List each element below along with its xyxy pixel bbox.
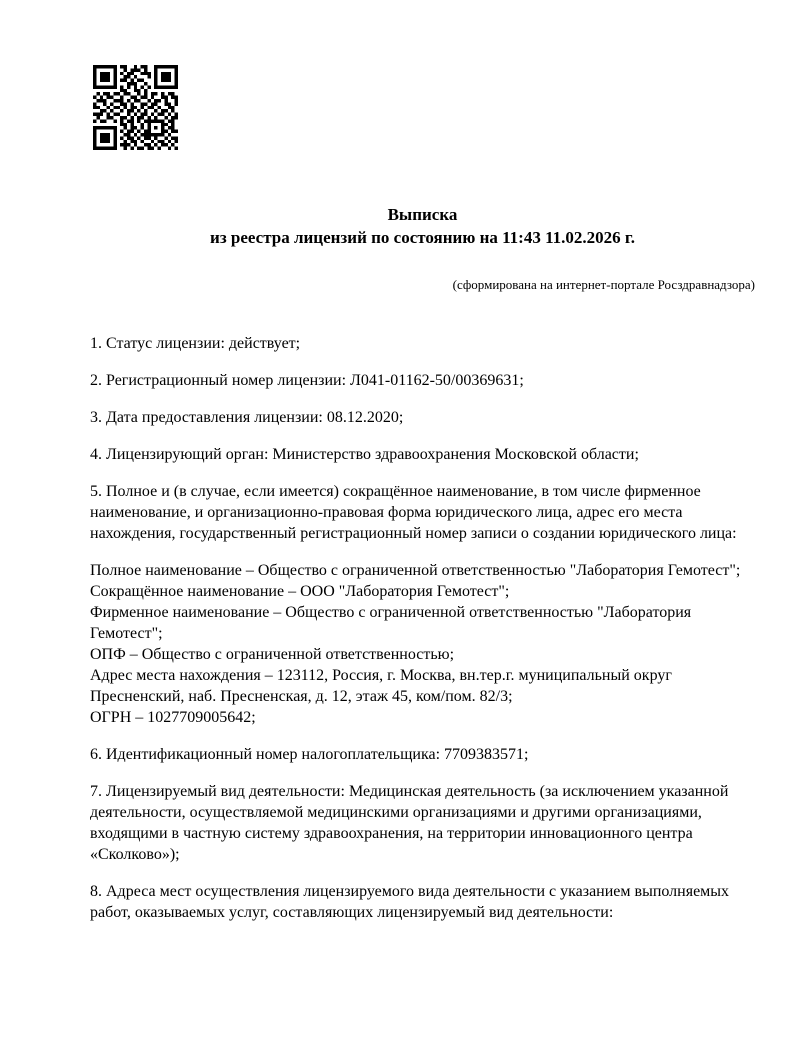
paragraph-line: 8. Адреса мест осуществления лицензируемого вида деятельности с указанием выполняемых работ, оказываемых услуг, составляющих лицензируемый вид деятельности: <box>90 883 730 921</box>
paragraph-line: ОГРН – 1027709005642; <box>90 709 256 726</box>
paragraph-line: Адрес места нахождения – 123112, Россия, г. Москва, вн.тер.г. муниципальный округ Пресненский, наб. Пресненская, д. 12, этаж 45, ком/пом. 82/3; <box>90 667 672 705</box>
paragraph-8 <box>90 781 755 865</box>
paragraph-line: 1. Статус лицензии: действует; <box>90 335 301 352</box>
paragraphs <box>90 333 755 923</box>
paragraph-line: 2. Регистрационный номер лицензии: Л041-01162-50/00369631; <box>90 372 524 389</box>
paragraph-7 <box>90 744 755 765</box>
paragraph-line: ОПФ – Общество с ограниченной ответственностью; <box>90 646 455 663</box>
document-subtitle: (сформирована на интернет-портале Росздравнадзора) <box>452 277 755 292</box>
paragraph-1 <box>90 333 755 354</box>
paragraph-line: 7. Лицензируемый вид деятельности: Медицинская деятельность (за исключением указанной деятельности, осуществляемой медицинскими организациями и другими организациями, входящими в частную систему здравоохранения, на территории инновационного центра «Сколково»); <box>90 783 729 863</box>
paragraph-line: Сокращённое наименование – ООО "Лаборатория Гемотест"; <box>90 583 510 600</box>
paragraph-2 <box>90 370 755 391</box>
document-content <box>90 0 755 939</box>
paragraph-line: 6. Идентификационный номер налогоплательщика: 7709383571; <box>90 746 529 763</box>
paragraph-line: 4. Лицензирующий орган: Министерство здравоохранения Московской области; <box>90 446 639 463</box>
paragraph-line: Полное наименование – Общество с ограниченной ответственностью "Лаборатория Гемотест"; <box>90 562 741 579</box>
paragraph-9 <box>90 881 755 923</box>
paragraph-5 <box>90 481 755 544</box>
paragraph-4 <box>90 444 755 465</box>
document-title-line2: из реестра лицензий по состоянию на 11:43 11.02.2026 г. <box>210 228 635 247</box>
document-title-line1: Выписка <box>387 205 458 224</box>
paragraph-6 <box>90 560 755 728</box>
paragraph-3 <box>90 407 755 428</box>
paragraph-line: Фирменное наименование – Общество с ограниченной ответственностью "Лаборатория Гемотест"; <box>90 604 692 642</box>
paragraph-line: 5. Полное и (в случае, если имеется) сокращённое наименование, в том числе фирменное наименование, и организационно-правовая форма юридического лица, адрес его места нахождения, государственный регистрационный номер записи о создании юридического лица: <box>90 483 737 542</box>
document-title <box>90 203 755 249</box>
paragraph-line: 3. Дата предоставления лицензии: 08.12.2020; <box>90 409 404 426</box>
